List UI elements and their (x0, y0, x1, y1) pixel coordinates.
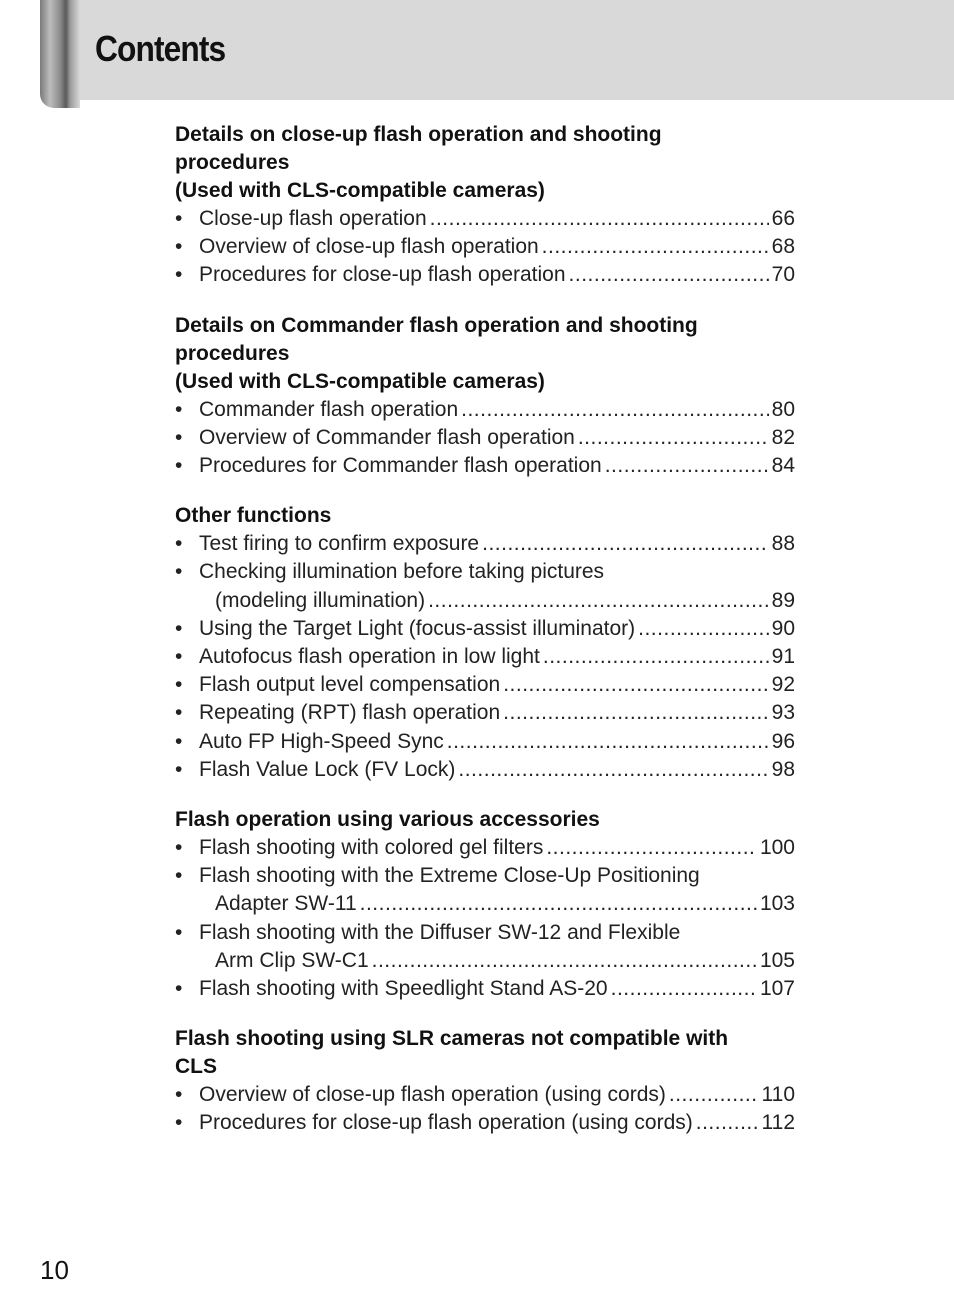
toc-entry[interactable] (175, 699, 795, 727)
bullet-icon: • (175, 673, 183, 697)
entry-page-number: 80 (771, 397, 795, 421)
bullet-icon: • (175, 977, 183, 1001)
bullet-icon: • (175, 729, 183, 753)
dot-leader (360, 890, 757, 918)
dot-leader (458, 756, 768, 784)
section-heading-line: Other functions (175, 504, 332, 528)
dot-leader (430, 205, 769, 233)
dot-leader (482, 530, 769, 558)
entry-page-number: 91 (771, 645, 795, 669)
dot-leader (503, 671, 768, 699)
bullet-icon: • (175, 701, 183, 725)
toc-section (175, 121, 795, 290)
section-heading (175, 502, 745, 530)
dot-leader (605, 452, 769, 480)
entry-page-number: 89 (771, 588, 795, 612)
page-title: Contents (95, 28, 226, 69)
entry-title: Auto FP High-Speed Sync (199, 729, 444, 753)
entry-title: Flash output level compensation (199, 673, 501, 697)
section-heading-line: Flash operation using various accessories (175, 808, 600, 832)
dot-leader (578, 424, 769, 452)
dot-leader (542, 233, 769, 261)
toc-section (175, 806, 795, 1003)
toc-section (175, 1025, 795, 1137)
entry-title: Procedures for Commander flash operation (199, 454, 602, 478)
toc-entry[interactable] (175, 424, 795, 452)
entry-page-number: 70 (771, 263, 795, 287)
entry-title: Test firing to confirm exposure (199, 532, 480, 556)
toc-entry[interactable] (175, 1109, 795, 1137)
entry-title: Overview of close-up flash operation (using cords) (199, 1083, 666, 1107)
entry-title-continuation: Arm Clip SW-C1 (215, 948, 369, 972)
toc-entry[interactable] (175, 530, 795, 558)
entry-page-number: 112 (761, 1111, 795, 1135)
bullet-icon: • (175, 645, 183, 669)
bullet-icon: • (175, 757, 183, 781)
section-heading-line: Details on Commander flash operation and shooting procedures (175, 313, 698, 365)
entry-page-number: 68 (771, 235, 795, 259)
toc-entry[interactable] (175, 975, 795, 1003)
toc-entry[interactable] (175, 643, 795, 671)
entry-title: Overview of Commander flash operation (199, 425, 575, 449)
entry-title: Flash shooting with the Extreme Close-Up Positioning (199, 864, 700, 888)
toc-entry[interactable] (175, 233, 795, 261)
bullet-icon: • (175, 532, 183, 556)
dot-leader (503, 699, 768, 727)
entry-page-number: 107 (759, 977, 795, 1001)
entry-title: Procedures for close-up flash operation (using cords) (199, 1111, 693, 1135)
bullet-icon: • (175, 920, 183, 944)
bullet-icon: • (175, 263, 183, 287)
entry-page-number: 105 (759, 948, 795, 972)
toc-entry[interactable] (175, 862, 795, 918)
dot-leader (569, 261, 769, 289)
dot-leader (611, 975, 757, 1003)
entry-title: Checking illumination before taking pictures (199, 560, 605, 584)
entry-title: Using the Target Light (focus-assist illuminator) (199, 616, 636, 640)
dot-leader (696, 1109, 759, 1137)
toc-entry[interactable] (175, 919, 795, 975)
toc-entry[interactable] (175, 834, 795, 862)
section-heading-line: Details on close-up flash operation and shooting procedures (175, 123, 662, 174)
toc-entry[interactable] (175, 205, 795, 233)
section-heading (175, 121, 745, 205)
bullet-icon: • (175, 864, 183, 888)
entry-page-number: 103 (759, 892, 795, 916)
entry-page-number: 66 (771, 207, 795, 230)
bullet-icon: • (175, 425, 183, 449)
bullet-icon: • (175, 1083, 183, 1107)
page-number: 10 (40, 1255, 69, 1285)
section-heading (175, 806, 745, 834)
entry-title-continuation: Adapter SW-11 (215, 892, 357, 916)
entry-title: Autofocus flash operation in low light (199, 645, 540, 669)
section-heading (175, 312, 745, 396)
entry-page-number: 90 (771, 616, 795, 640)
entry-title: Repeating (RPT) flash operation (199, 701, 501, 725)
entry-title: Close-up flash operation (199, 207, 427, 230)
entry-page-number: 93 (771, 701, 795, 725)
dot-leader (372, 947, 757, 975)
bullet-icon: • (175, 397, 183, 421)
table-of-contents (175, 121, 795, 1160)
dot-leader (638, 615, 769, 643)
dot-leader (428, 587, 769, 615)
toc-entry[interactable] (175, 671, 795, 699)
bullet-icon: • (175, 616, 183, 640)
section-heading-line: Flash shooting using SLR cameras not compatible with CLS (175, 1027, 729, 1079)
toc-section (175, 312, 795, 481)
toc-section (175, 502, 795, 784)
dot-leader (447, 728, 769, 756)
entry-page-number: 84 (771, 454, 795, 478)
entry-page-number: 100 (759, 836, 795, 860)
toc-entry[interactable] (175, 728, 795, 756)
toc-entry[interactable] (175, 615, 795, 643)
entry-page-number: 82 (771, 425, 795, 449)
bullet-icon: • (175, 836, 183, 860)
dot-leader (546, 834, 757, 862)
toc-entry[interactable] (175, 558, 795, 614)
toc-entry[interactable] (175, 261, 795, 289)
toc-entry[interactable] (175, 452, 795, 480)
entry-title: Flash shooting with colored gel filters (199, 836, 544, 860)
bullet-icon: • (175, 1111, 183, 1135)
bullet-icon: • (175, 235, 183, 259)
bullet-icon: • (175, 454, 183, 478)
entry-page-number: 98 (771, 757, 795, 781)
entry-title: Flash Value Lock (FV Lock) (199, 757, 456, 781)
entry-title: Flash shooting with the Diffuser SW-12 and Flexible (199, 920, 681, 944)
toc-entry[interactable] (175, 756, 795, 784)
dot-leader (543, 643, 769, 671)
entry-page-number: 92 (771, 673, 795, 697)
dot-leader (669, 1081, 759, 1109)
entry-title: Flash shooting with Speedlight Stand AS-20 (199, 977, 608, 1001)
entry-page-number: 88 (771, 532, 795, 556)
section-heading (175, 1025, 745, 1081)
entry-page-number: 96 (771, 729, 795, 753)
bullet-icon: • (175, 560, 183, 584)
entry-page-number: 110 (761, 1083, 795, 1107)
entry-title: Procedures for close-up flash operation (199, 263, 566, 287)
dot-leader (461, 396, 769, 424)
entry-title: Overview of close-up flash operation (199, 235, 539, 259)
toc-entry[interactable] (175, 1081, 795, 1109)
section-heading-line: (Used with CLS-compatible cameras) (175, 369, 545, 393)
toc-entry[interactable] (175, 396, 795, 424)
entry-title-continuation: (modeling illumination) (215, 588, 426, 612)
entry-title: Commander flash operation (199, 397, 459, 421)
bullet-icon: • (175, 207, 183, 230)
header-tab-decoration (40, 0, 80, 108)
section-heading-line: (Used with CLS-compatible cameras) (175, 179, 545, 202)
